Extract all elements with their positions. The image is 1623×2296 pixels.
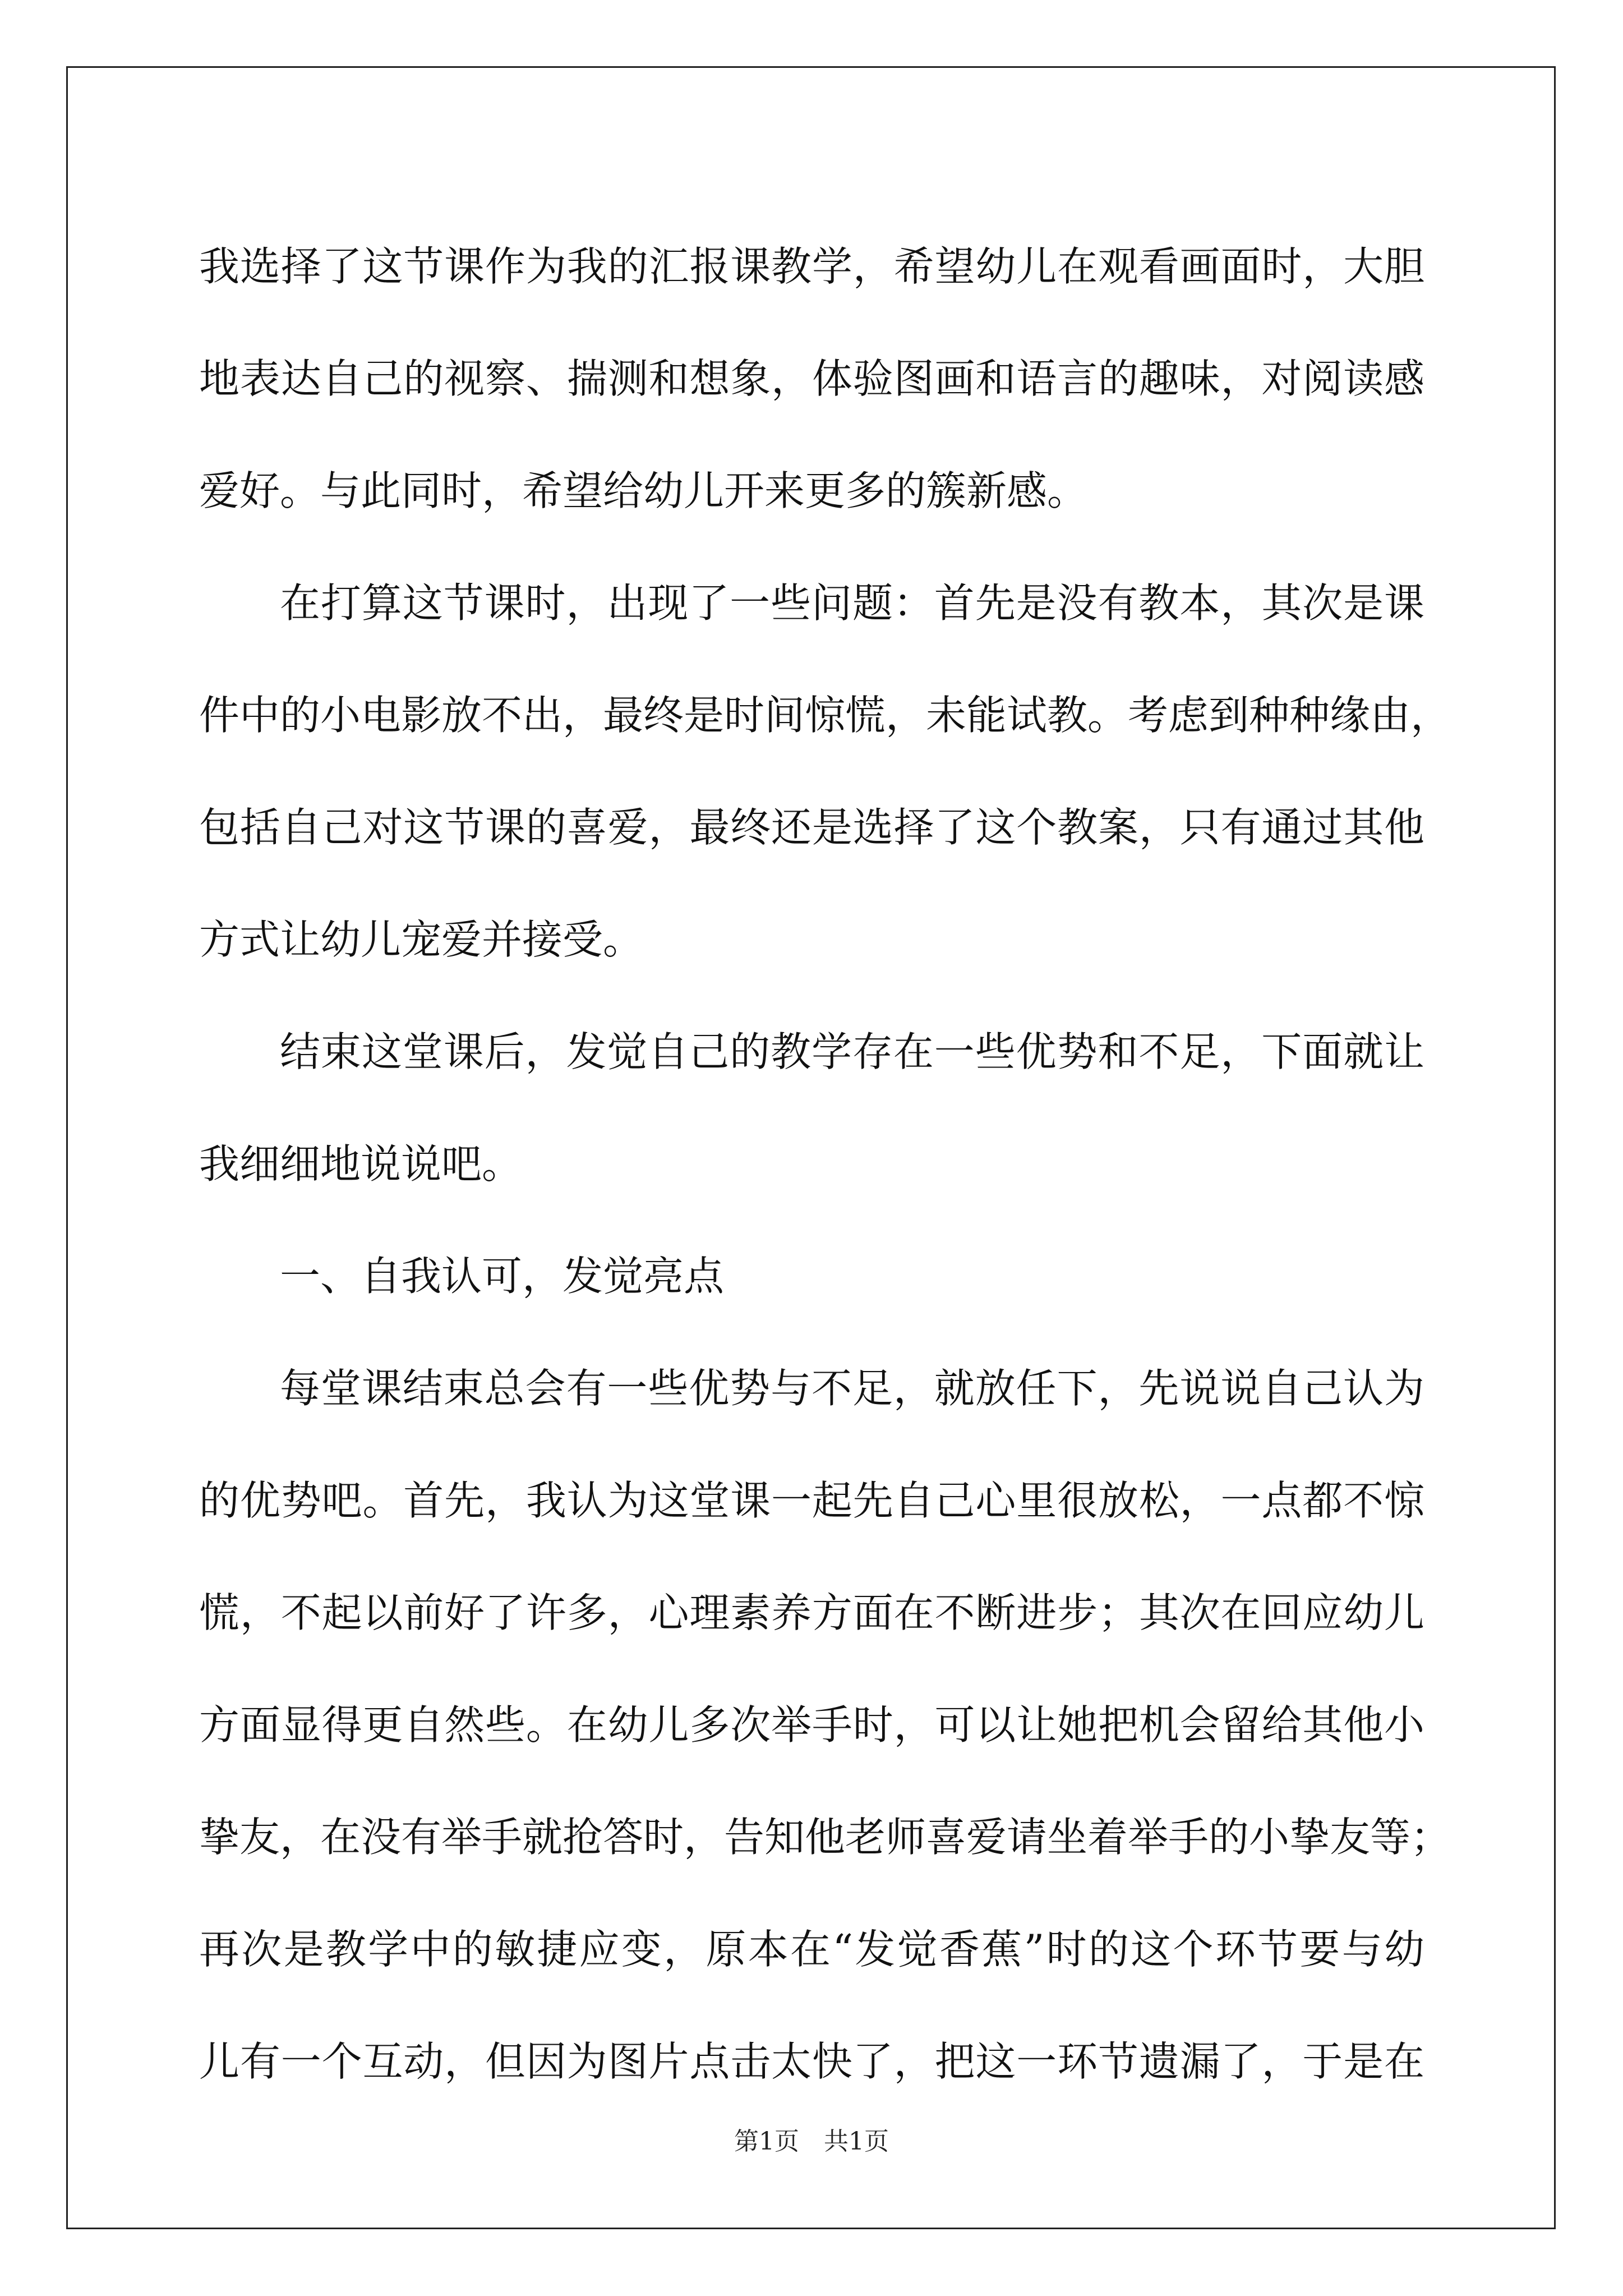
document-body [199, 210, 1451, 2118]
section-heading: 一、自我认可，发觉亮点 [280, 1253, 725, 1300]
text-line: 结束这堂课后，发觉自己的教学存在一些优势和不足，下面就让 [280, 1028, 1424, 1075]
text-line: 儿有一个互动，但因为图片点击太快了，把这一环节遗漏了，于是在 [199, 2038, 1424, 2085]
text-line: 我细细地说说吧。 [199, 1140, 523, 1188]
text-line: 我选择了这节课作为我的汇报课教学，希望幼儿在观看画面时，大胆 [199, 243, 1424, 290]
text-line: 在打算这节课时，出现了一些问题：首先是没有教本，其次是课 [280, 579, 1424, 627]
text-line: 包括自己对这节课的喜爱，最终还是选择了这个教案，只有通过其他 [199, 804, 1424, 851]
text-line: 慌，不起以前好了许多，心理素养方面在不断进步；其次在回应幼儿 [199, 1589, 1424, 1636]
text-line: 挚友，在没有举手就抢答时，告知他老师喜爱请坐着举手的小挚友等； [199, 1814, 1451, 1861]
text-line: 每堂课结束总会有一些优势与不足，就放任下，先说说自己认为 [280, 1365, 1424, 1412]
text-line: 方式让幼儿宠爱并接受。 [199, 916, 644, 963]
text-line: 方面显得更自然些。在幼儿多次举手时，可以让她把机会留给其他小 [199, 1701, 1424, 1749]
page-number: 第1页 共1页 [734, 2127, 889, 2156]
text-line: 件中的小电影放不出，最终是时间惊慌，未能试教。考虑到种种缘由， [199, 692, 1451, 739]
text-line: 的优势吧。首先，我认为这堂课一起先自己心里很放松，一点都不惊 [199, 1477, 1424, 1524]
text-line: 地表达自己的视察、揣测和想象，体验图画和语言的趣味，对阅读感 [199, 355, 1424, 402]
text-line: 爱好。与此同时，希望给幼儿开来更多的簇新感。 [199, 467, 1088, 514]
page-footer [0, 2125, 1623, 2159]
text-line: 再次是教学中的敏捷应变，原本在“发觉香蕉”时的这个环节要与幼 [199, 1926, 1424, 1973]
